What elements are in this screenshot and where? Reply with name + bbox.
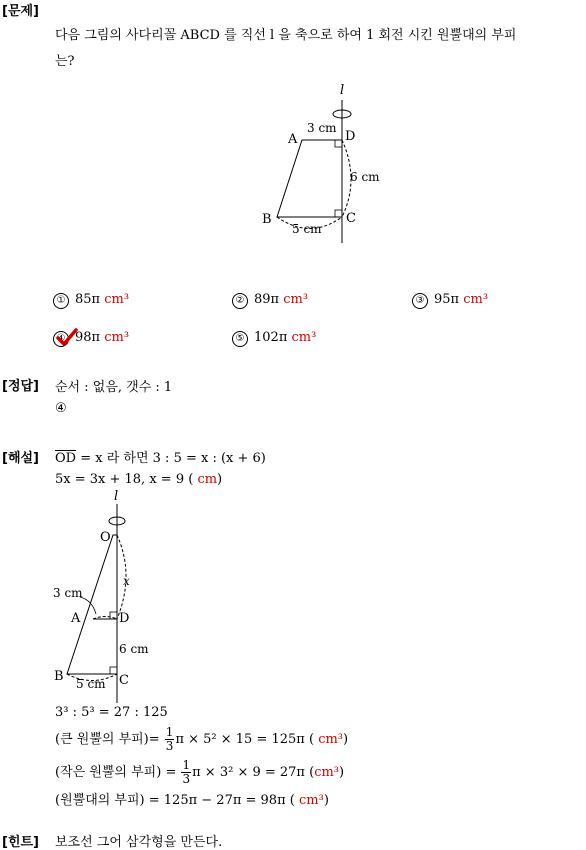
answer-text: 순서 : 없음, 갯수 : 1: [55, 380, 173, 395]
triangle-shape: [67, 535, 117, 674]
bottom-length-label: 5 cm: [76, 677, 106, 691]
vertex-b-label: B: [262, 212, 272, 227]
choice-number: ⑤: [232, 331, 248, 347]
trapezoid-figure: [250, 80, 400, 250]
choice-number: ③: [412, 293, 428, 309]
top-length-label: 3 cm: [307, 121, 337, 135]
hint-text: 보조선 그어 삼각형을 만든다.: [55, 835, 223, 850]
explanation-label: [해설]: [2, 451, 39, 466]
big-cone-volume: (큰 원뿔의 부피)= $\frac{1}{3}$ π × 5² × 15 = 125π ( cm³): [55, 725, 349, 753]
vertex-c-label: C: [119, 673, 129, 688]
trapezoid-shape: [277, 140, 342, 217]
choice-number: ②: [232, 293, 248, 309]
vertex-b-label: B: [54, 669, 64, 684]
vertex-a-label: A: [288, 132, 298, 147]
vertex-d-label: D: [119, 611, 130, 626]
od-segment: $\overline{OD}$: [55, 451, 77, 466]
axis-label: l: [114, 490, 119, 504]
question-text-line1: 다음 그림의 사다리꼴 ABCD 를 직선 l 을 축으로 하여 1 회전 시킨 원뿔대의 부피: [55, 28, 517, 43]
fraction: $\frac{1}{3}$: [182, 758, 191, 786]
choice-4[interactable]: ④ 98π cm³: [53, 330, 129, 347]
checkmark-icon: [56, 328, 78, 348]
volume-ratio: 3³ : 5³ = 27 : 125: [55, 705, 168, 720]
choice-1[interactable]: ① 85π cm³: [53, 292, 129, 309]
cone-figure: [50, 490, 160, 705]
choice-number: ④: [53, 331, 69, 347]
axis-label: l: [340, 83, 345, 98]
fraction: $\frac{1}{3}$: [165, 725, 174, 753]
answer-number: ④: [55, 401, 67, 416]
explanation-eq2: 5x = 3x + 18, x = 9 ( cm): [55, 472, 223, 487]
choice-3[interactable]: ③ 95π cm³: [412, 292, 488, 309]
frustum-volume: (원뿔대의 부피) = 125π − 27π = 98π ( cm³): [55, 793, 329, 808]
left-length-label: 3 cm: [53, 586, 83, 600]
right-length-label: 6 cm: [119, 642, 149, 656]
question-label: [문제]: [2, 4, 39, 19]
vertex-c-label: C: [346, 211, 356, 226]
right-length-label: 6 cm: [350, 170, 380, 184]
choice-5[interactable]: ⑤ 102π cm³: [232, 330, 316, 347]
small-cone-volume: (작은 원뿔의 부피) = $\frac{1}{3}$ π × 3² × 9 = 27π (cm³): [55, 758, 345, 786]
x-length-label: x: [123, 574, 130, 588]
bottom-length-label: 5 cm: [292, 222, 322, 236]
answer-label: [정답]: [2, 379, 39, 394]
vertex-d-label: D: [345, 129, 356, 144]
choice-2[interactable]: ② 89π cm³: [232, 292, 308, 309]
question-text-line2: 는?: [55, 54, 75, 69]
hint-label: [힌트]: [2, 835, 39, 850]
choice-number: ①: [53, 293, 69, 309]
explanation-eq1: $\overline{OD} = x$ 라 하면 3 : 5 = x : (x + 6): [55, 451, 266, 466]
vertex-a-label: A: [71, 611, 81, 626]
vertex-o-label: O: [100, 530, 111, 545]
